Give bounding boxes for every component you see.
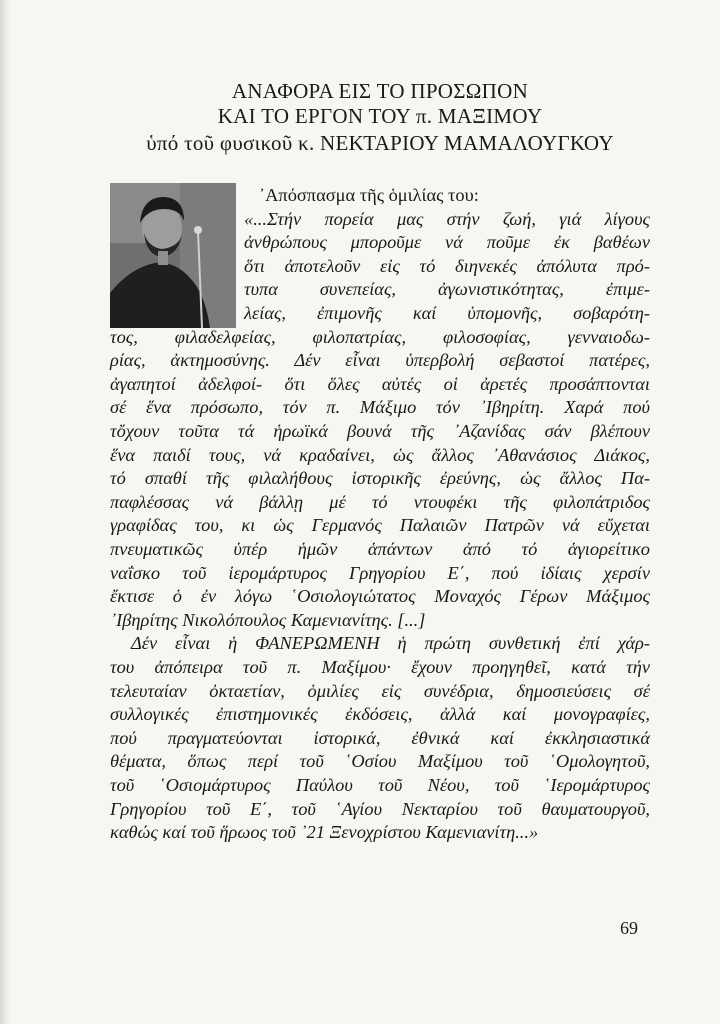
page-number: 69 [620,918,638,938]
body-line: του ἀπόπειρα τοῦ π. Μαξίμου· ἔχουν προηγηθεῖ, κατά τήν [110,657,650,677]
body-line: ὅτι ἀποτελοῦν εἰς τό διηνεκές ἀπόλυτα πρό- [244,255,650,276]
body-line: καθώς καί τοῦ ἥρωος τοῦ ᾽21 Ξενοχρίστου Καμενιανίτη...» [110,822,539,843]
body-line: ρίας, ἀκτημοσύνης. Δέν εἶναι ὑπερβολή σεβαστοί πατέρες, [110,350,650,371]
speaker-photo [110,183,236,328]
body-line: «...Στήν πορεία μας στήν ζωή, γιά λίγους [244,208,650,229]
body-line: συλλογικές ἐπιστημονικές ἐκδόσεις, ἀλλά καί μονογραφίες, [110,704,650,725]
body-line: ναΐσκο τοῦ ἱερομάρτυρος Γρηγορίου Ε΄, πού ἰδίαις χερσίν [110,562,650,583]
page-edge-shadow [0,0,10,1024]
body-line: θέματα, ὅπως περί τοῦ ῾Οσίου Μαξίμου τοῦ ῾Ομολογητοῦ, [110,751,650,772]
body-line: πού πραγματεύονται ἱστορικά, ἐθνικά καί ἐκκλησιαστικά [110,727,650,748]
body-line: πνευματικῶς ὑπέρ ἡμῶν ἁπάντων ἀπό τό ἁγιορείτικο [110,539,650,559]
body-line: ἕνα παιδί τους, νά κραδαίνει, ὡς ἄλλος ᾽Αθανάσιος Διάκος, [110,444,650,465]
heading-line-3: ὑπό τοῦ φυσικοῦ κ. ΝΕΚΤΑΡΙΟΥ ΜΑΜΑΛΟΥΓΚΟΥ [146,131,614,155]
body-line: τελευταίαν ὀκταετίαν, ὁμιλίες εἰς συνέδρια, δημοσιεύσεις σέ [110,680,650,701]
body-line: τοῦ ῾Οσιομάρτυρος Παύλου τοῦ Νέου, τοῦ ῾Ιερομάρτυρος [110,775,650,795]
heading-line-1: ΑΝΑΦΟΡΑ ΕΙΣ ΤΟ ΠΡΟΣΩΠΟΝ [231,79,529,103]
heading-line-2: ΚΑΙ ΤΟ ΕΡΓΟΝ ΤΟΥ π. ΜΑΞΙΜΟΥ [217,104,543,128]
body-line: παφλέσσας νά βάλλῃ μέ τό ντουφέκι τῆς φιλοπάτριδος [110,491,650,512]
body-line: τό σπαθί τῆς φιλαλήθους ἱστορικῆς ἐρεύνης, ὡς ἄλλος Πα- [110,468,650,489]
body-line: γραφίδας του, κι ὡς Γερμανός Παλαιῶν Πατρῶν νά εὔχεται [110,515,650,536]
body-line: σέ ἕνα πρόσωπο, τόν π. Μάξιμο τόν ᾽Ιβηρίτη. Χαρά πού [110,397,650,418]
speaker-photo-drawing [110,183,236,328]
body-line: ἀγαπητοί ἀδελφοί- ὅτι ὅλες αὐτές οἱ ἀρετές προσάπτονται [110,373,650,394]
body-line: Δέν εἶναι ἡ ΦΑΝΕΡΩΜΕΝΗ ἡ πρώτη συνθετική ἐπί χάρ- [131,633,650,654]
body-line: ᾽Απόσπασμα τῆς ὁμιλίας του: [259,185,479,205]
body-line: τος, φιλαδελφείας, φιλοπατρίας, φιλοσοφίας, γενναιοδω- [110,326,650,347]
body-line: τὄχουν τοῦτα τά ἡρωϊκά βουνά τῆς ᾽Αζανίδας σάν βλέπουν [110,421,650,441]
body-line: τυπα συνεπείας, ἀγωνιστικότητας, ἐπιμε- [244,279,650,300]
body-line: ἀνθρώπους μποροῦμε νά ποῦμε ἐκ βαθέων [244,232,650,253]
body-line: Γρηγορίου τοῦ Ε΄, τοῦ ῾Αγίου Νεκταρίου τοῦ θαυματουργοῦ, [110,798,650,819]
body-line: λείας, ἐπιμονῆς καί ὑπομονῆς, σοβαρότη- [244,303,650,323]
body-line: ᾽Ιβηρίτης Νικολόπουλος Καμενιανίτης. [...] [110,609,426,630]
body-line: ἔκτισε ὁ ἐν λόγω ῾Οσιολογιώτατος Μοναχός Γέρων Μάξιμος [110,586,650,607]
